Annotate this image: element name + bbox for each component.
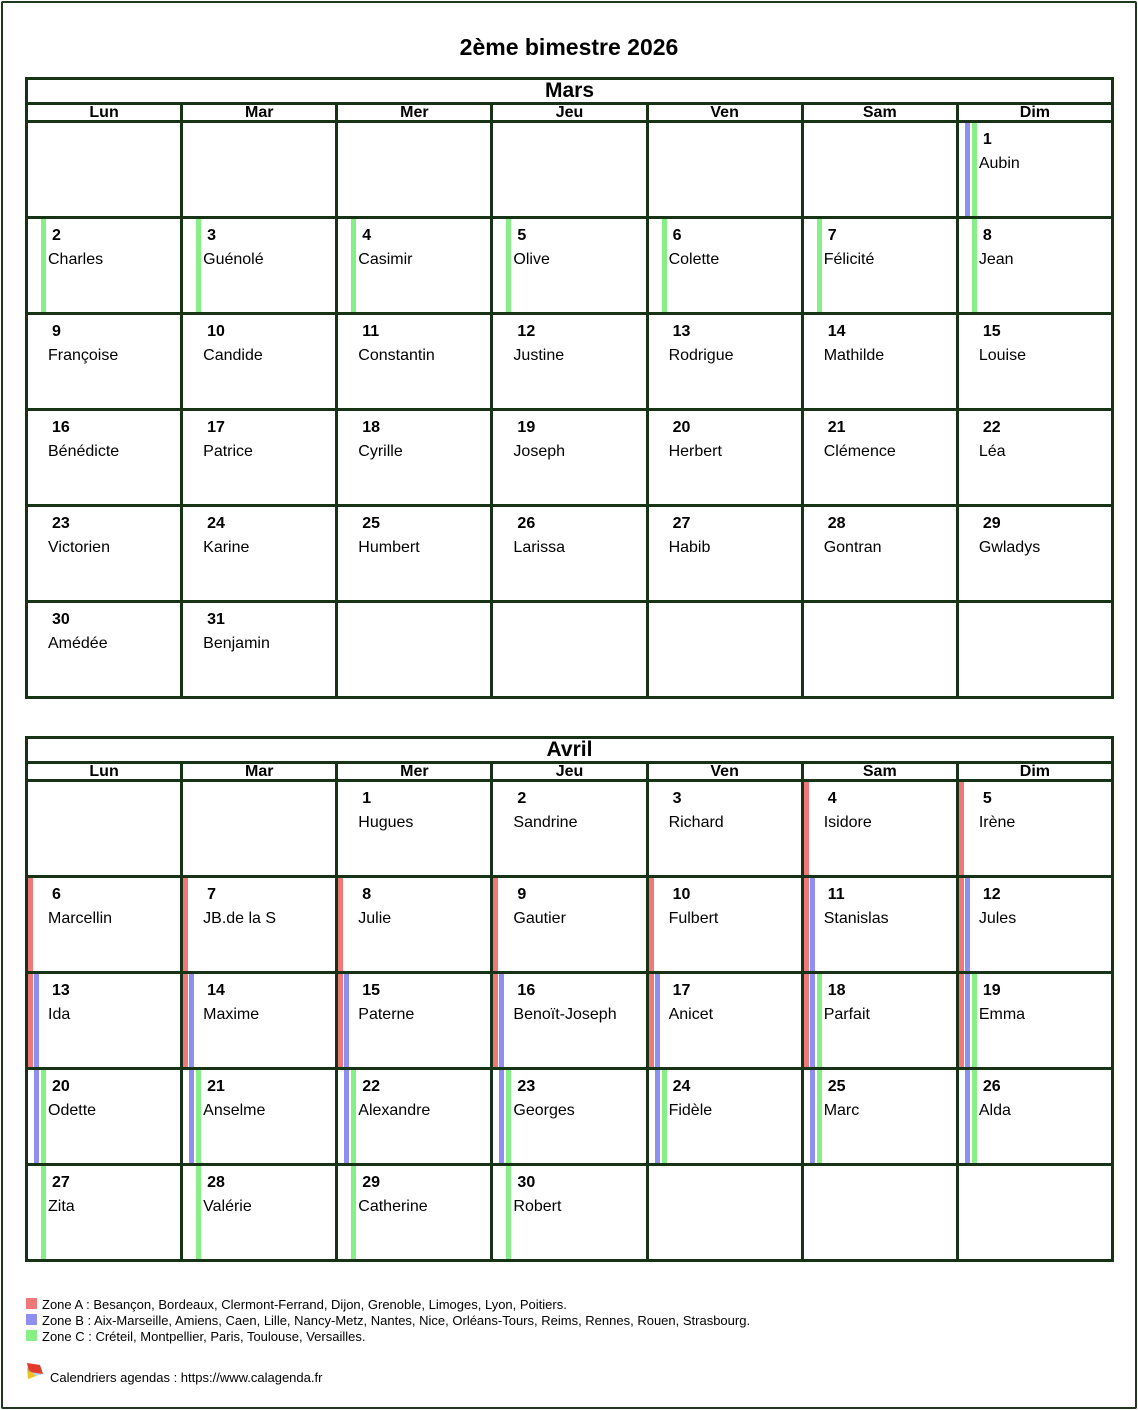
empty-day-cell [647,602,802,698]
day-number: 29 [982,515,1001,532]
zone-b-swatch [26,1314,37,1325]
day-number: 7 [827,227,837,244]
month-name: Mars [27,79,1113,104]
empty-day-cell [492,602,647,698]
day-cell [647,781,802,877]
day-number: 7 [207,886,217,903]
day-cell [182,877,337,973]
saint-name: Emma [978,1006,1026,1023]
day-number: 20 [52,1078,70,1095]
day-number: 13 [672,323,691,340]
saint-name: Gwladys [978,539,1041,556]
saint-name: Benjamin [203,635,270,652]
day-number: 1 [362,790,372,807]
saint-name: Justine [513,347,565,364]
zone-b-holiday-bar [189,1070,194,1163]
weekday-header: Mar [182,104,337,122]
saint-name: Odette [48,1102,97,1119]
saint-name: Fidèle [668,1102,713,1119]
saint-name: Catherine [358,1198,428,1215]
calendar-table [25,736,1114,1262]
day-cell [802,781,957,877]
zone-b-holiday-bar [965,974,970,1067]
day-cell [337,1165,492,1261]
zone-b-holiday-bar [965,123,970,216]
saint-name: Colette [668,251,720,268]
day-number: 16 [52,419,70,436]
day-cell [957,218,1112,314]
saint-name: Humbert [358,539,420,556]
saint-name: Guénolé [203,251,264,268]
zone-c-holiday-bar [41,1166,46,1259]
zone-c-holiday-bar [506,219,511,312]
empty-day-cell [337,602,492,698]
saint-name: Stanislas [823,910,889,927]
saint-name: Marc [823,1102,860,1119]
zone-a-holiday-bar [959,974,964,1067]
day-number: 16 [517,982,536,999]
weekday-header: Sam [802,763,957,781]
zone-a-holiday-bar [959,878,964,971]
day-number: 14 [827,323,846,340]
day-cell [647,1069,802,1165]
day-cell [647,973,802,1069]
day-cell [492,218,647,314]
legend-zone-c [26,1329,750,1345]
zone-c-holiday-bar [662,1070,667,1163]
day-cell [492,410,647,506]
weekday-header: Mer [337,763,492,781]
saint-name: Victorien [48,539,110,556]
saint-name: Gontran [823,539,882,556]
day-cell [182,314,337,410]
day-cell [957,506,1112,602]
day-cell [647,877,802,973]
calendar-table [25,77,1114,699]
day-number: 19 [517,419,536,436]
empty-day-cell [802,602,957,698]
day-cell [337,506,492,602]
day-cell [27,1069,182,1165]
zone-b-holiday-bar [965,878,970,971]
empty-day-cell [27,781,182,877]
day-number: 23 [517,1078,536,1095]
day-cell [337,973,492,1069]
zone-b-holiday-bar [34,974,39,1067]
calagenda-logo-icon [26,1362,44,1380]
zone-a-holiday-bar [28,878,33,971]
day-cell [182,410,337,506]
zone-c-holiday-bar [196,1166,201,1259]
day-number: 18 [827,982,846,999]
zone-b-holiday-bar [344,974,349,1067]
legend-zone-a-text: Zone A : Besançon, Bordeaux, Clermont-Ferrand, Dijon, Grenoble, Limoges, Lyon, Poitiers. [42,1297,567,1312]
day-cell [957,877,1112,973]
day-number: 6 [672,227,682,244]
day-cell [182,218,337,314]
saint-name: Casimir [358,251,413,268]
zone-a-holiday-bar [338,878,343,971]
weekday-header: Mer [337,104,492,122]
day-number: 15 [362,982,381,999]
day-number: 11 [827,886,845,903]
day-cell [957,122,1112,218]
zone-a-swatch [26,1298,37,1309]
saint-name: Valérie [203,1198,252,1215]
weekday-header: Lun [27,104,182,122]
day-cell [337,218,492,314]
month-avril [25,736,1114,1262]
zone-a-holiday-bar [183,878,188,971]
empty-day-cell [27,122,182,218]
saint-name: Françoise [48,347,119,364]
zone-c-holiday-bar [41,219,46,312]
day-cell [337,410,492,506]
legend-zone-a [26,1297,750,1313]
day-number: 12 [517,323,536,340]
zone-c-holiday-bar [972,1070,977,1163]
day-number: 25 [827,1078,846,1095]
day-cell [802,410,957,506]
saint-name: Sandrine [513,814,578,831]
zone-b-holiday-bar [499,974,504,1067]
day-number: 28 [207,1174,225,1191]
day-cell [647,218,802,314]
day-cell [492,1165,647,1261]
empty-day-cell [182,781,337,877]
day-cell [647,506,802,602]
day-cell [27,973,182,1069]
day-cell [182,602,337,698]
zone-c-holiday-bar [506,1070,511,1163]
day-cell [647,410,802,506]
saint-name: Habib [668,539,711,556]
day-cell [802,877,957,973]
saint-name: Herbert [668,443,722,460]
day-number: 4 [827,790,837,807]
empty-day-cell [647,1165,802,1261]
day-cell [957,314,1112,410]
day-number: 20 [672,419,691,436]
day-cell [957,781,1112,877]
zone-a-holiday-bar [28,974,33,1067]
day-number: 21 [207,1078,225,1095]
day-number: 9 [517,886,527,903]
saint-name: Larissa [513,539,565,556]
day-number: 1 [982,131,992,148]
zone-c-holiday-bar [817,974,822,1067]
day-number: 2 [517,790,527,807]
legend-zone-b-text: Zone B : Aix-Marseille, Amiens, Caen, Lille, Nancy-Metz, Nantes, Nice, Orléans-Tours, Reims, Rennes, Rouen, Strasbourg. [42,1313,751,1328]
zone-c-holiday-bar [662,219,667,312]
saint-name: Parfait [823,1006,870,1023]
zone-a-holiday-bar [493,878,498,971]
saint-name: Zita [48,1198,75,1215]
day-number: 24 [207,515,225,532]
day-cell [337,781,492,877]
zone-c-holiday-bar [196,219,201,312]
day-number: 12 [982,886,1001,903]
day-cell [802,973,957,1069]
day-number: 17 [207,419,225,436]
day-cell [27,602,182,698]
saint-name: Jean [978,251,1014,268]
zone-legend [26,1297,750,1345]
saint-name: Olive [513,251,550,268]
saint-name: Karine [203,539,250,556]
weekday-header: Lun [27,763,182,781]
saint-name: Amédée [48,635,108,652]
zone-c-holiday-bar [351,1166,356,1259]
day-number: 22 [982,419,1001,436]
day-number: 14 [207,982,225,999]
weekday-header: Sam [802,104,957,122]
day-cell [957,973,1112,1069]
saint-name: Fulbert [668,910,719,927]
day-cell [27,218,182,314]
zone-b-holiday-bar [810,878,815,971]
weekday-header: Dim [957,763,1112,781]
zone-a-holiday-bar [649,878,654,971]
day-cell [337,877,492,973]
saint-name: Maxime [203,1006,260,1023]
day-cell [337,314,492,410]
empty-day-cell [802,122,957,218]
zone-a-holiday-bar [804,782,809,875]
day-cell [492,314,647,410]
day-cell [802,218,957,314]
saint-name: Cyrille [358,443,403,460]
day-number: 17 [672,982,691,999]
zone-b-holiday-bar [810,1070,815,1163]
weekday-header: Jeu [492,104,647,122]
zone-b-holiday-bar [655,974,660,1067]
day-number: 29 [362,1174,381,1191]
day-number: 23 [52,515,70,532]
saint-name: Anicet [668,1006,714,1023]
month-name: Avril [27,738,1113,763]
day-cell [802,506,957,602]
day-number: 8 [362,886,372,903]
saint-name: Marcellin [48,910,113,927]
day-number: 27 [672,515,691,532]
zone-a-holiday-bar [493,974,498,1067]
empty-day-cell [957,1165,1112,1261]
day-number: 19 [982,982,1001,999]
saint-name: Hugues [358,814,414,831]
day-number: 2 [52,227,61,244]
zone-b-holiday-bar [34,1070,39,1163]
day-cell [182,1069,337,1165]
weekday-header: Mar [182,763,337,781]
zone-c-holiday-bar [972,123,977,216]
day-number: 28 [827,515,846,532]
zone-a-holiday-bar [804,878,809,971]
day-number: 6 [52,886,61,903]
saint-name: Charles [48,251,104,268]
weekday-header: Ven [647,763,802,781]
footer-link[interactable]: Calendriers agendas : https://www.calagenda.fr [50,1370,323,1385]
day-number: 30 [517,1174,536,1191]
day-number: 30 [52,611,70,628]
saint-name: Aubin [978,155,1020,172]
saint-name: Gautier [513,910,566,927]
zone-a-holiday-bar [959,782,964,875]
saint-name: Bénédicte [48,443,120,460]
day-number: 21 [827,419,846,436]
empty-day-cell [957,602,1112,698]
day-cell [182,506,337,602]
zone-b-holiday-bar [344,1070,349,1163]
saint-name: Georges [513,1102,575,1119]
zone-c-holiday-bar [351,1070,356,1163]
day-number: 26 [517,515,536,532]
saint-name: Ida [48,1006,71,1023]
day-number: 5 [517,227,527,244]
day-cell [957,410,1112,506]
day-number: 31 [207,611,225,628]
day-number: 3 [207,227,217,244]
day-cell [802,1069,957,1165]
day-number: 8 [982,227,992,244]
saint-name: Alda [978,1102,1011,1119]
day-cell [957,1069,1112,1165]
day-cell [647,314,802,410]
day-number: 4 [362,227,372,244]
day-number: 24 [672,1078,691,1095]
zone-c-holiday-bar [506,1166,511,1259]
weekday-header: Dim [957,104,1112,122]
saint-name: Joseph [513,443,566,460]
saint-name: Patrice [203,443,253,460]
saint-name: Isidore [823,814,872,831]
zone-a-holiday-bar [338,974,343,1067]
day-number: 15 [982,323,1001,340]
day-cell [182,1165,337,1261]
zone-a-holiday-bar [804,974,809,1067]
saint-name: Irène [978,814,1016,831]
empty-day-cell [337,122,492,218]
month-mars [25,77,1114,699]
page-title: 2ème bimestre 2026 [459,34,679,60]
empty-day-cell [647,122,802,218]
zone-c-swatch [26,1330,37,1341]
day-cell [182,973,337,1069]
zone-c-holiday-bar [41,1070,46,1163]
weekday-header: Jeu [492,763,647,781]
saint-name: Anselme [203,1102,266,1119]
saint-name: Richard [668,814,724,831]
saint-name: Alexandre [358,1102,431,1119]
day-number: 5 [982,790,992,807]
saint-name: Robert [513,1198,562,1215]
day-cell [492,973,647,1069]
zone-c-holiday-bar [972,974,977,1067]
saint-name: Mathilde [823,347,885,364]
saint-name: JB.de la S [203,910,277,927]
day-number: 27 [52,1174,70,1191]
zone-c-holiday-bar [196,1070,201,1163]
day-number: 10 [672,886,691,903]
saint-name: Félicité [823,251,875,268]
legend-zone-c-text: Zone C : Créteil, Montpellier, Paris, Toulouse, Versailles. [42,1329,366,1344]
saint-name: Paterne [358,1006,415,1023]
saint-name: Rodrigue [668,347,734,364]
day-cell [27,506,182,602]
day-number: 25 [362,515,381,532]
empty-day-cell [802,1165,957,1261]
day-number: 11 [362,323,380,340]
day-cell [492,781,647,877]
saint-name: Candide [203,347,263,364]
day-cell [337,1069,492,1165]
day-cell [27,314,182,410]
day-cell [492,1069,647,1165]
day-cell [492,877,647,973]
legend-zone-b [26,1313,750,1329]
empty-day-cell [182,122,337,218]
day-cell [802,314,957,410]
day-cell [27,877,182,973]
zone-c-holiday-bar [817,219,822,312]
zone-b-holiday-bar [499,1070,504,1163]
day-cell [27,410,182,506]
zone-c-holiday-bar [351,219,356,312]
zone-b-holiday-bar [655,1070,660,1163]
saint-name: Louise [978,347,1026,364]
day-number: 18 [362,419,381,436]
saint-name: Constantin [358,347,435,364]
day-number: 10 [207,323,225,340]
saint-name: Jules [978,910,1017,927]
day-number: 26 [982,1078,1001,1095]
zone-b-holiday-bar [189,974,194,1067]
day-number: 9 [52,323,61,340]
saint-name: Clémence [823,443,896,460]
weekday-header: Ven [647,104,802,122]
day-cell [492,506,647,602]
saint-name: Benoït-Joseph [513,1006,617,1023]
saint-name: Julie [358,910,392,927]
zone-b-holiday-bar [965,1070,970,1163]
zone-c-holiday-bar [817,1070,822,1163]
zone-a-holiday-bar [649,974,654,1067]
empty-day-cell [492,122,647,218]
day-cell [27,1165,182,1261]
zone-c-holiday-bar [972,219,977,312]
day-number: 3 [672,790,682,807]
zone-b-holiday-bar [810,974,815,1067]
day-number: 22 [362,1078,381,1095]
zone-a-holiday-bar [183,974,188,1067]
day-number: 13 [52,982,70,999]
saint-name: Léa [978,443,1006,460]
